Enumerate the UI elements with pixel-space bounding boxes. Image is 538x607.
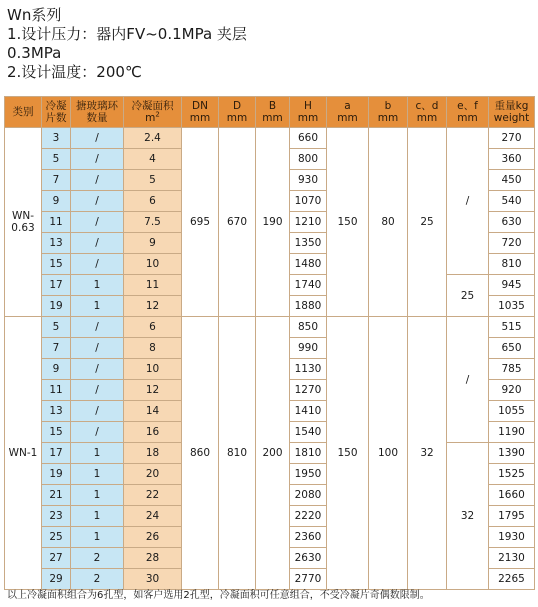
b-lower-cell: 100 — [369, 317, 408, 590]
weight-cell: 1930 — [489, 527, 535, 548]
count-cell: 17 — [42, 443, 71, 464]
count-cell: 19 — [42, 464, 71, 485]
h-cell: 1950 — [290, 464, 327, 485]
area-cell: 10 — [124, 359, 182, 380]
ring-cell: / — [71, 422, 124, 443]
col-cd: c、d mm — [408, 97, 447, 128]
d-cell: 810 — [219, 317, 256, 590]
col-weight: 重量kg weight — [489, 97, 535, 128]
h-cell: 930 — [290, 170, 327, 191]
h-cell: 1740 — [290, 275, 327, 296]
area-cell: 10 — [124, 254, 182, 275]
weight-cell: 785 — [489, 359, 535, 380]
h-cell: 1210 — [290, 212, 327, 233]
count-cell: 15 — [42, 254, 71, 275]
weight-cell: 270 — [489, 128, 535, 149]
area-cell: 12 — [124, 380, 182, 401]
count-cell: 5 — [42, 317, 71, 338]
weight-cell: 650 — [489, 338, 535, 359]
h-cell: 2080 — [290, 485, 327, 506]
weight-cell: 540 — [489, 191, 535, 212]
ring-cell: 2 — [71, 569, 124, 590]
ring-cell: / — [71, 191, 124, 212]
count-cell: 11 — [42, 212, 71, 233]
area-cell: 6 — [124, 191, 182, 212]
ring-cell: / — [71, 149, 124, 170]
count-cell: 3 — [42, 128, 71, 149]
ring-cell: / — [71, 170, 124, 191]
h-cell: 660 — [290, 128, 327, 149]
ring-cell: 1 — [71, 464, 124, 485]
count-cell: 19 — [42, 296, 71, 317]
h-cell: 2770 — [290, 569, 327, 590]
weight-cell: 2265 — [489, 569, 535, 590]
weight-cell: 630 — [489, 212, 535, 233]
area-cell: 8 — [124, 338, 182, 359]
spec-table — [4, 96, 535, 590]
series-title: Wn系列 — [7, 6, 62, 24]
dn-cell: 860 — [182, 317, 219, 590]
type-label: WN- — [11, 210, 35, 222]
count-cell: 9 — [42, 359, 71, 380]
area-cell: 26 — [124, 527, 182, 548]
ring-cell: 2 — [71, 548, 124, 569]
ring-cell: / — [71, 128, 124, 149]
type-label-suffix: 0.63 — [11, 222, 35, 234]
dn-cell: 695 — [182, 128, 219, 317]
a-cell: 150 — [327, 128, 369, 317]
count-cell: 29 — [42, 569, 71, 590]
count-cell: 17 — [42, 275, 71, 296]
area-cell: 30 — [124, 569, 182, 590]
h-cell: 800 — [290, 149, 327, 170]
col-dn: DN mm — [182, 97, 219, 128]
area-cell: 20 — [124, 464, 182, 485]
design-pressure-line: 1.设计压力：器内FV~0.1MPa 夹层 — [7, 25, 247, 43]
h-cell: 2220 — [290, 506, 327, 527]
weight-cell: 450 — [489, 170, 535, 191]
col-glass-ring: 搪玻璃环 数量 — [71, 97, 124, 128]
b-upper-cell: 190 — [256, 128, 290, 317]
cd-cell: 32 — [408, 317, 447, 590]
ring-cell: 1 — [71, 275, 124, 296]
h-cell: 1130 — [290, 359, 327, 380]
col-h: H mm — [290, 97, 327, 128]
weight-cell: 1795 — [489, 506, 535, 527]
table-row — [5, 128, 535, 149]
col-b-upper: B mm — [256, 97, 290, 128]
ring-cell: 1 — [71, 296, 124, 317]
h-cell: 1350 — [290, 233, 327, 254]
ring-cell: / — [71, 401, 124, 422]
area-cell: 5 — [124, 170, 182, 191]
ring-cell: 1 — [71, 506, 124, 527]
ef-cell: 25 — [447, 275, 489, 317]
col-condenser-count: 冷凝 片数 — [42, 97, 71, 128]
h-cell: 1070 — [290, 191, 327, 212]
ef-cell: 32 — [447, 443, 489, 590]
area-cell: 4 — [124, 149, 182, 170]
ring-cell: 1 — [71, 443, 124, 464]
area-cell: 11 — [124, 275, 182, 296]
ring-cell: / — [71, 380, 124, 401]
count-cell: 27 — [42, 548, 71, 569]
count-cell: 13 — [42, 401, 71, 422]
type-cell — [5, 128, 42, 317]
h-cell: 1270 — [290, 380, 327, 401]
h-cell: 1540 — [290, 422, 327, 443]
design-temperature-line: 2.设计温度：200℃ — [7, 63, 142, 81]
ring-cell: / — [71, 338, 124, 359]
ef-cell: / — [447, 128, 489, 275]
ring-cell: 1 — [71, 527, 124, 548]
h-cell: 1880 — [290, 296, 327, 317]
type-label: WN-1 — [8, 447, 38, 459]
weight-cell: 1525 — [489, 464, 535, 485]
col-ef: e、f mm — [447, 97, 489, 128]
ring-cell: / — [71, 317, 124, 338]
weight-cell: 1055 — [489, 401, 535, 422]
area-cell: 2.4 — [124, 128, 182, 149]
count-cell: 15 — [42, 422, 71, 443]
weight-cell: 1660 — [489, 485, 535, 506]
weight-cell: 515 — [489, 317, 535, 338]
count-cell: 21 — [42, 485, 71, 506]
a-cell: 150 — [327, 317, 369, 590]
count-cell: 13 — [42, 233, 71, 254]
h-cell: 1480 — [290, 254, 327, 275]
area-cell: 28 — [124, 548, 182, 569]
area-cell: 16 — [124, 422, 182, 443]
count-cell: 5 — [42, 149, 71, 170]
design-pressure-jacket: 0.3MPa — [7, 44, 62, 62]
area-cell: 9 — [124, 233, 182, 254]
ring-cell: / — [71, 359, 124, 380]
weight-cell: 360 — [489, 149, 535, 170]
ring-cell: 1 — [71, 485, 124, 506]
table-header — [5, 97, 535, 128]
col-type: 类别 — [5, 97, 42, 128]
weight-cell: 920 — [489, 380, 535, 401]
count-cell: 25 — [42, 527, 71, 548]
count-cell: 11 — [42, 380, 71, 401]
area-cell: 12 — [124, 296, 182, 317]
weight-cell: 2130 — [489, 548, 535, 569]
weight-cell: 945 — [489, 275, 535, 296]
group-wn-1 — [5, 317, 535, 590]
h-cell: 1810 — [290, 443, 327, 464]
area-cell: 22 — [124, 485, 182, 506]
col-b-lower: b mm — [369, 97, 408, 128]
area-cell: 7.5 — [124, 212, 182, 233]
area-cell: 14 — [124, 401, 182, 422]
weight-cell: 1035 — [489, 296, 535, 317]
ef-cell: / — [447, 317, 489, 443]
h-cell: 990 — [290, 338, 327, 359]
table-row — [5, 317, 535, 338]
h-cell: 2360 — [290, 527, 327, 548]
ring-cell: / — [71, 254, 124, 275]
footnote: 以上冷凝面积组合为6孔型，如客户选用2孔型，冷凝面积可任意组合，不受冷凝片奇偶数限制。 — [7, 590, 430, 601]
count-cell: 7 — [42, 170, 71, 191]
area-cell: 24 — [124, 506, 182, 527]
weight-cell: 1190 — [489, 422, 535, 443]
h-cell: 2630 — [290, 548, 327, 569]
weight-cell: 720 — [489, 233, 535, 254]
group-wn-063 — [5, 128, 535, 317]
count-cell: 7 — [42, 338, 71, 359]
count-cell: 23 — [42, 506, 71, 527]
area-cell: 6 — [124, 317, 182, 338]
b-upper-cell: 200 — [256, 317, 290, 590]
col-d: D mm — [219, 97, 256, 128]
type-cell — [5, 317, 42, 590]
d-cell: 670 — [219, 128, 256, 317]
count-cell: 9 — [42, 191, 71, 212]
weight-cell: 1390 — [489, 443, 535, 464]
h-cell: 1410 — [290, 401, 327, 422]
ring-cell: / — [71, 233, 124, 254]
ring-cell: / — [71, 212, 124, 233]
h-cell: 850 — [290, 317, 327, 338]
col-a: a mm — [327, 97, 369, 128]
b-lower-cell: 80 — [369, 128, 408, 317]
cd-cell: 25 — [408, 128, 447, 317]
col-condenser-area: 冷凝面积 $m^2$ — [124, 97, 182, 128]
weight-cell: 810 — [489, 254, 535, 275]
area-cell: 18 — [124, 443, 182, 464]
